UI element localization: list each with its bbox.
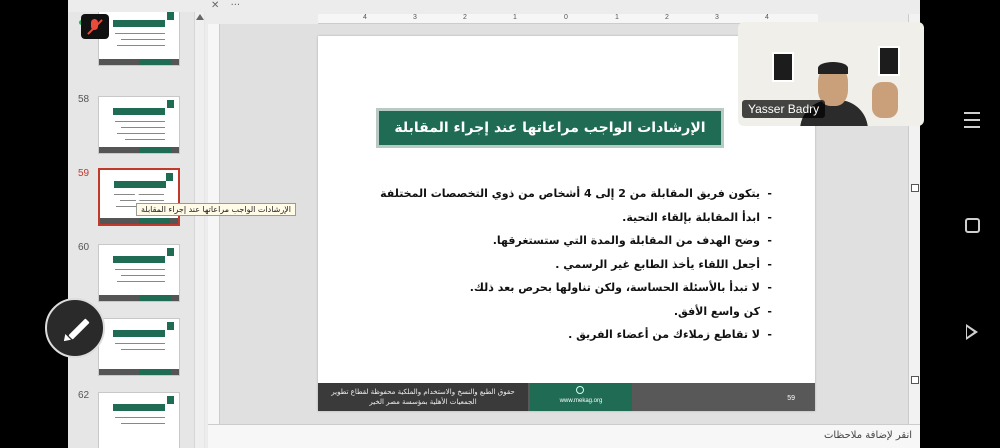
scroll-thumb[interactable] [911, 184, 919, 192]
thumbnail-tooltip: الإرشادات الواجب مراعاتها عند إجراء المقابلة [136, 203, 296, 216]
participant-hair [818, 62, 848, 74]
close-icon[interactable]: ✕ [211, 0, 220, 11]
participant-name: Yasser Badry [742, 100, 825, 118]
footer-site [530, 383, 632, 411]
bullet-item: - لا تقاطع زملاءك من أعضاء الفريق . [360, 323, 760, 347]
thumbnail-scrollbar[interactable] [194, 12, 204, 448]
slide-title: الإرشادات الواجب مراعاتها عند إجراء المقابلة [376, 108, 724, 148]
bullet-item: - يتكون فريق المقابلة من 2 إلى 4 أشخاص من ذوي التخصصات المختلفة [360, 182, 760, 206]
bullet-item: - وضح الهدف من المقابلة والمدة التي ستستغرقها. [360, 229, 760, 253]
vertical-ruler [208, 24, 220, 424]
slide-thumbnail[interactable] [98, 96, 180, 154]
participant-hand [872, 82, 898, 118]
scroll-up-icon[interactable] [196, 14, 204, 20]
footer-copyright: حقوق الطبع والنسخ والاستخدام والملكية محفوظة لقطاع تطوير الجمعيات الأهلية بمؤسسة مصر الخير [318, 383, 528, 411]
bullet-item: - أجعل اللقاء يأخذ الطابع غير الرسمي . [360, 253, 760, 277]
notes-pane[interactable] [208, 424, 920, 448]
slide-thumbnail[interactable] [98, 12, 180, 66]
ruler-label: 2 [463, 14, 467, 21]
globe-icon [576, 386, 584, 394]
ruler-label: 1 [615, 14, 619, 21]
window-controls[interactable] [211, 0, 240, 11]
slide-thumbnails-pane[interactable] [68, 12, 205, 448]
slide-thumbnail[interactable] [98, 392, 180, 448]
bullet-item: - لا تبدأ بالأسئلة الحساسة، ولكن تناولها بحرص بعد ذلك. [360, 276, 760, 300]
wall-frame [772, 52, 794, 82]
ruler-label: 3 [413, 14, 417, 21]
footer-site-text: www.mekag.org [559, 398, 603, 404]
notes-placeholder: انقر لإضافة ملاحظات [823, 430, 912, 441]
slide-thumbnail[interactable] [98, 318, 180, 376]
square-icon[interactable] [965, 218, 980, 233]
ruler-label: 4 [765, 14, 769, 21]
thumbnail-number: 58 [78, 94, 90, 105]
ruler-label: 4 [363, 14, 367, 21]
bullet-list [360, 182, 760, 347]
phone-navigation [960, 100, 990, 350]
pencil-icon[interactable] [45, 298, 105, 358]
ruler-label: 2 [665, 14, 669, 21]
menu-icon[interactable] [964, 112, 980, 133]
thumbnail-number: 62 [78, 390, 90, 401]
slide-thumbnail[interactable] [98, 244, 180, 302]
thumbnail-number: 60 [78, 242, 90, 253]
bullet-item: - ابدأ المقابلة بإلقاء التحية. [360, 206, 760, 230]
bullet-item: - كن واسع الأفق. [360, 300, 760, 324]
mic-muted-icon[interactable] [81, 14, 109, 39]
more-icon[interactable]: ··· [230, 0, 241, 11]
video-tile[interactable] [738, 22, 924, 126]
back-triangle-icon[interactable] [966, 324, 978, 340]
thumbnail-number: 59 [78, 168, 90, 179]
ruler-label: 0 [564, 14, 568, 21]
slide-footer [318, 383, 815, 411]
ruler-label: 1 [513, 14, 517, 21]
wall-frame [878, 46, 900, 76]
page-number: 59 [787, 395, 795, 402]
ruler-label: 3 [715, 14, 719, 21]
scroll-down-icon[interactable] [911, 376, 919, 384]
